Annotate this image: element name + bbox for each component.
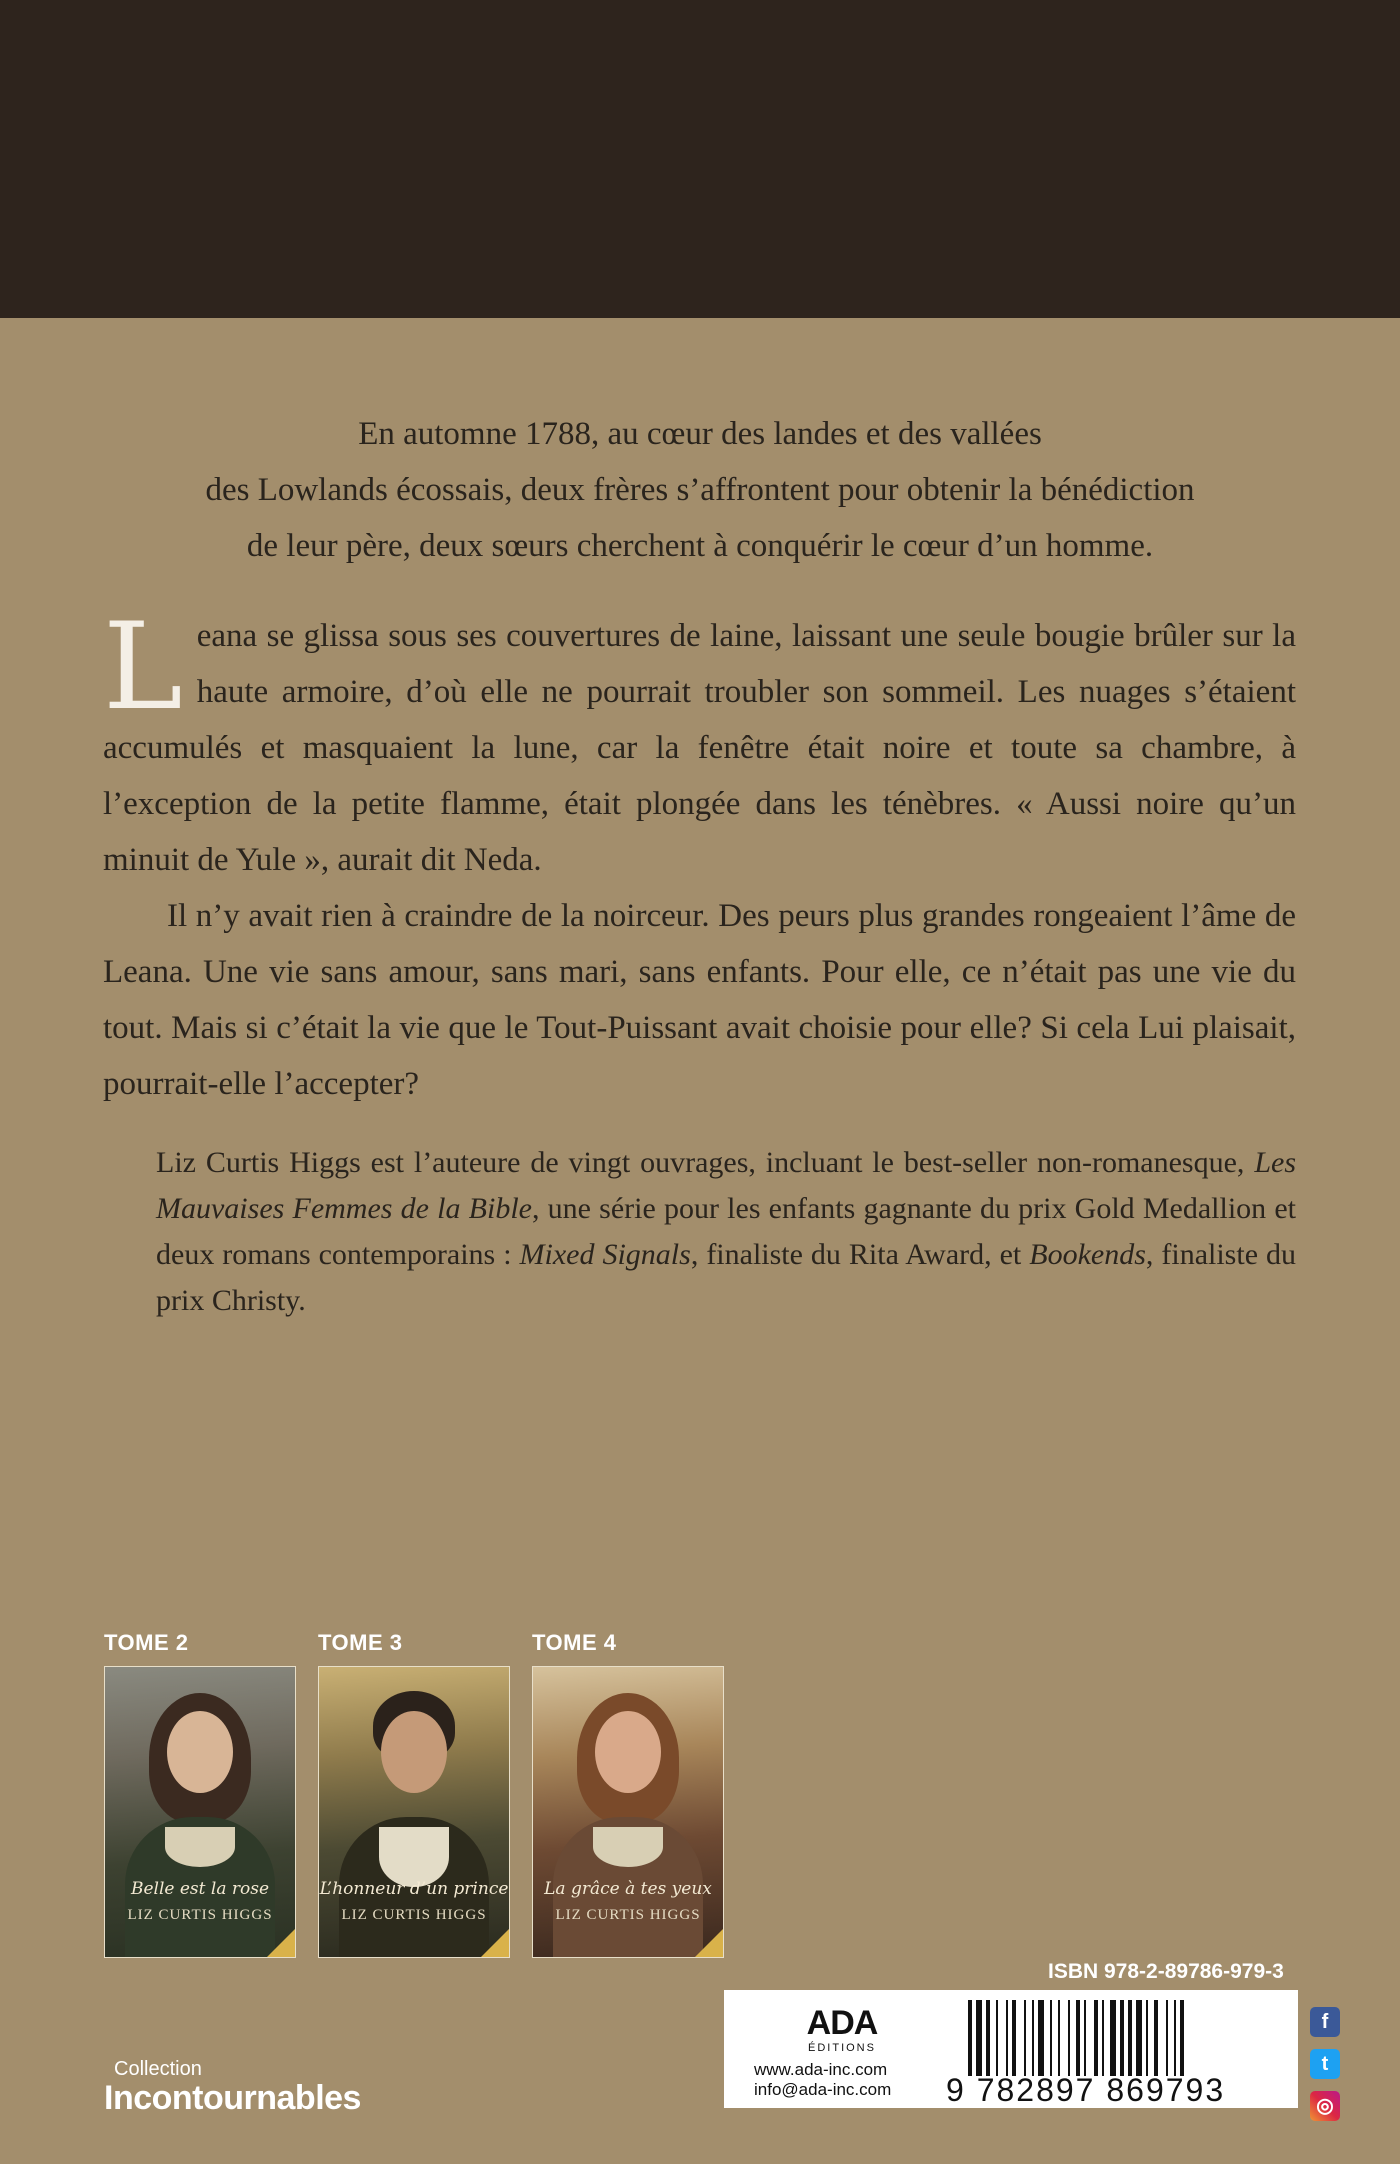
intro-line: des Lowlands écossais, deux frères s’affrontent pour obtenir la bénédiction <box>205 472 1195 508</box>
facebook-icon[interactable] <box>1310 2007 1340 2037</box>
intro-line: de leur père, deux sœurs cherchent à conquérir le cœur d’un homme. <box>246 528 1154 564</box>
tome-2[interactable] <box>104 1630 296 1958</box>
barcode-bar <box>1006 2000 1008 2076</box>
book-cover-image[interactable] <box>532 1666 724 1958</box>
barcode-bar <box>1012 2000 1016 2076</box>
barcode-bar <box>1102 2000 1104 2076</box>
cover-figure-face <box>381 1711 447 1793</box>
bio-book-title: Mixed Signals <box>519 1238 691 1271</box>
barcode-bar <box>1084 2000 1086 2076</box>
publisher-barcode-box <box>724 1990 1298 2108</box>
barcode-bar <box>986 2000 990 2076</box>
cover-figure-face <box>167 1711 233 1793</box>
bio-text-segment: , une série pour les enfants gagnante du prix Gold Medallion et deux romans contemporains : <box>156 1192 1296 1271</box>
excerpt-paragraph-2: Il n’y avait rien à craindre de la noirceur. Des peurs plus grandes rongeaient l’âme de Leana. Une vie sans amour, sans mari, sans enfants. Pour elle, ce n’était pas une vie du tout. Mais si c’était la vie que le Tout-Puissant avait choisie pour elle? Si cela Lui plaisait, pourrait-elle l’accepter? <box>103 898 1296 1102</box>
barcode-bar <box>1166 2000 1168 2076</box>
tome-label: TOME 2 <box>104 1630 189 1655</box>
barcode-bar <box>1032 2000 1034 2076</box>
bio-text-segment: , finaliste du Rita Award, et <box>690 1238 1030 1271</box>
back-cover-content <box>0 318 1400 2164</box>
barcode-bar <box>1174 2000 1176 2076</box>
publisher-logo-subtitle: ÉDITIONS <box>808 2042 876 2054</box>
barcode-bar <box>1076 2000 1080 2076</box>
barcode-bar <box>1120 2000 1124 2076</box>
cover-author: LIZ CURTIS HIGGS <box>341 1907 487 1923</box>
book-cover-image[interactable] <box>104 1666 296 1958</box>
barcode-bars <box>968 2000 1288 2076</box>
cover-title: L’honneur d’un prince <box>319 1879 509 1899</box>
barcode-bar <box>1146 2000 1148 2076</box>
cover-title: La grâce à tes yeux <box>544 1879 712 1899</box>
publisher-website-link[interactable]: www.ada-inc.com <box>754 2060 888 2079</box>
cover-figure-cravat <box>379 1827 449 1887</box>
barcode-bar <box>1050 2000 1052 2076</box>
barcode-bar <box>1128 2000 1132 2076</box>
publisher-contact <box>754 2060 891 2100</box>
barcode-bar <box>1154 2000 1158 2076</box>
cover-corner-ribbon <box>695 1929 723 1957</box>
bio-book-title: Bookends <box>1029 1238 1146 1271</box>
barcode-digits: 9 782897 869793 <box>946 2072 1226 2108</box>
collection-label: Collection <box>114 2058 202 2080</box>
barcode-bar <box>1094 2000 1098 2076</box>
barcode-bar <box>1180 2000 1184 2076</box>
author-bio-text <box>156 1140 1296 1324</box>
cover-figure-face <box>595 1711 661 1793</box>
author-bio <box>156 1140 1296 1324</box>
barcode-bar <box>1038 2000 1044 2076</box>
cover-title: Belle est la rose <box>130 1879 270 1899</box>
top-dark-band <box>0 0 1400 318</box>
publisher-email-link[interactable]: info@ada-inc.com <box>754 2080 892 2099</box>
intro-summary <box>100 406 1300 574</box>
bio-text-segment: , finaliste du prix Christy. <box>156 1238 1296 1317</box>
book-cover-image[interactable] <box>318 1666 510 1958</box>
twitter-icon[interactable] <box>1310 2049 1340 2079</box>
barcode-bar <box>1136 2000 1142 2076</box>
excerpt-text-1: eana se glissa sous ses couvertures de laine, laissant une seule bougie brûler sur la haute armoire, d’où elle ne pourrait troubler son sommeil. Les nuages s’étaient accumulés et masquaient la lune, car la fenêtre était noire et toute sa chambre, à l’exception de la petite flamme, était plongée dans les ténèbres. « Aussi noire qu’un minuit de Yule », aurait dit Neda. <box>103 618 1296 878</box>
isbn-label: ISBN 978-2-89786-979-3 <box>1048 1960 1284 1983</box>
twitter-glyph: t <box>1321 2053 1329 2075</box>
book-excerpt <box>103 598 1296 1112</box>
cover-corner-ribbon <box>481 1929 509 1957</box>
intro-line: En automne 1788, au cœur des landes et des vallées <box>358 416 1042 452</box>
barcode-bar <box>1110 2000 1116 2076</box>
barcode-bar <box>1058 2000 1060 2076</box>
barcode-bar <box>968 2000 972 2076</box>
bio-book-title: Les Mauvaises Femmes de la Bible <box>156 1146 1296 1225</box>
cover-author: LIZ CURTIS HIGGS <box>127 1907 273 1923</box>
facebook-glyph: f <box>1321 2011 1329 2033</box>
barcode-bar <box>976 2000 982 2076</box>
collection-name: Incontournables <box>104 2079 361 2117</box>
excerpt-paragraph-1 <box>103 598 1296 888</box>
cover-author: LIZ CURTIS HIGGS <box>555 1907 701 1923</box>
instagram-glyph: ◎ <box>1316 2095 1334 2117</box>
tome-4[interactable] <box>532 1630 724 1958</box>
bio-text-segment: Liz Curtis Higgs est l’auteure de vingt ouvrages, incluant le best-seller non-romanesque, <box>156 1146 1255 1179</box>
cover-corner-ribbon <box>267 1929 295 1957</box>
tome-label: TOME 4 <box>532 1630 617 1655</box>
cover-figure-collar <box>593 1827 663 1867</box>
tome-3[interactable] <box>318 1630 510 1958</box>
barcode-bar <box>996 2000 998 2076</box>
publisher-logo: ADA <box>806 2004 878 2042</box>
drop-cap-letter: L <box>103 598 183 737</box>
barcode-bar <box>1068 2000 1070 2076</box>
barcode-bar <box>1024 2000 1026 2076</box>
tome-label: TOME 3 <box>318 1630 403 1655</box>
collection-logo <box>104 2058 361 2116</box>
instagram-icon[interactable] <box>1310 2091 1340 2121</box>
cover-figure-collar <box>165 1827 235 1867</box>
